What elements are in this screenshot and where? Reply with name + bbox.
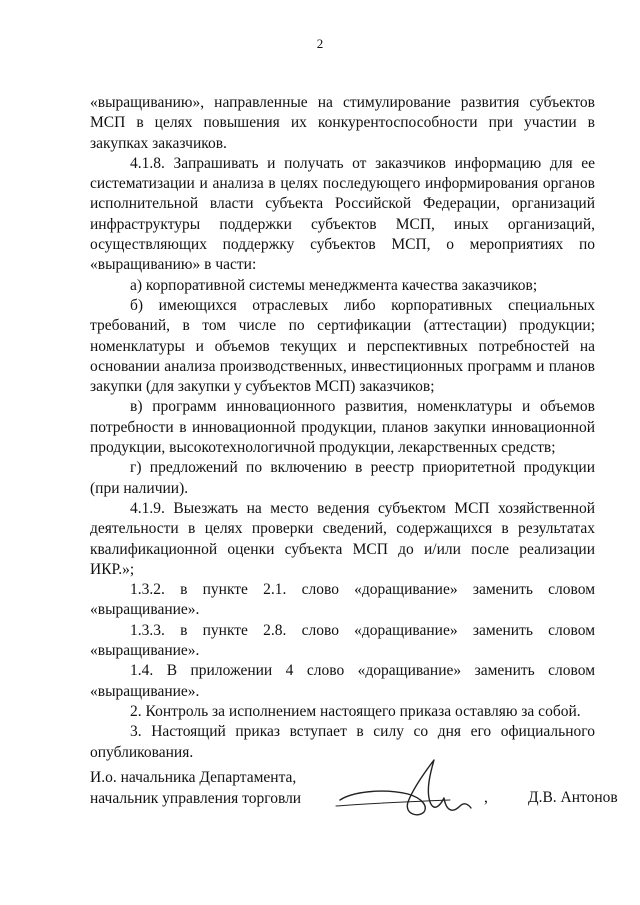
paragraph: 1.3.3. в пункте 2.8. слово «доращивание» заменить словом «выращивание». — [90, 621, 595, 660]
signatory-name: Д.В. Антонов — [528, 788, 618, 806]
signatory-title — [90, 768, 301, 809]
paragraph: а) корпоративной системы менеджмента качества заказчиков; — [130, 276, 538, 294]
paragraph: 1.4. В приложении 4 слово «доращивание» заменить словом «выращивание». — [90, 662, 595, 700]
paragraph: 4.1.8. Запрашивать и получать от заказчиков информацию для ее систематизации и анализа в целях последующего информирования органов исполнительной власти субъекта Российской Федерации, организаций инфраструктуры поддержки субъектов МСП, иных организаций, осуществляющих поддержку субъектов МСП, о мероприятиях по «выращиванию» в части: — [90, 154, 595, 274]
page-number: 2 — [316, 36, 324, 51]
paragraph: 1.3.2. в пункте 2.1. слово «доращивание» заменить словом «выращивание». — [90, 581, 595, 619]
paragraph: 2. Контроль за исполнением настоящего приказа оставляю за собой. — [130, 702, 581, 720]
signatory-title-line: начальник управления торговли — [90, 789, 302, 807]
signature-block — [90, 768, 618, 828]
signature-separator: , — [484, 788, 488, 806]
document-body — [90, 93, 595, 763]
paragraph: г) предложений по включению в реестр приоритетной продукции (при наличии). — [90, 459, 595, 497]
paragraph: б) имеющихся отраслевых либо корпоративных специальных требований, в том числе по сертификации (аттестации) продукции; номенклатуры и объемов текущих и перспективных потребностей на основании анализа производственных, инвестиционных программ и планов закупки (для закупки у субъектов МСП) заказчиков; — [90, 296, 595, 396]
paragraph: 3. Настоящий приказ вступает в силу со дня его официального опубликования. — [90, 723, 595, 761]
signatory-title-line: И.о. начальника Департамента, — [90, 769, 297, 786]
paragraph: 4.1.9. Выезжать на место ведения субъектом МСП хозяйственной деятельности в целях проверки сведений, содержащихся в результатах квалификационной оценки субъекта МСП до и/или после реализации ИКР.»; — [90, 499, 595, 578]
paragraph: в) программ инновационного развития, номенклатуры и объемов потребности в инновационной продукции, планов закупки инновационной продукции, высокотехнологичной продукции, лекарственных средств; — [90, 398, 595, 457]
paragraph: «выращиванию», направленные на стимулирование развития субъектов МСП в целях повышения их конкурентоспособности при участии в закупках заказчиков. — [90, 94, 595, 152]
handwritten-signature — [330, 756, 480, 826]
